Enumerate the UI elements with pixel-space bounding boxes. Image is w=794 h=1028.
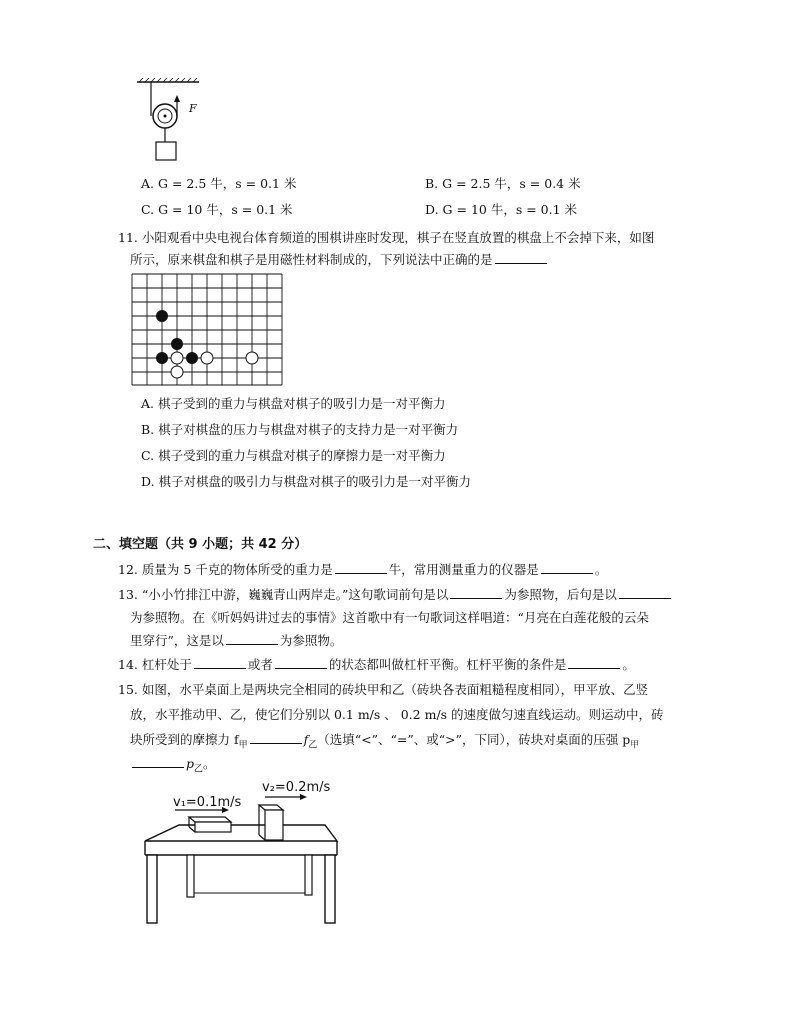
q11-line2: 所示，原来棋盘和棋子是用磁性材料制成的，下列说法中正确的是	[130, 250, 549, 268]
black-stone	[186, 352, 198, 364]
option-letter: D.	[425, 202, 439, 217]
q10-option-a[interactable]	[141, 174, 296, 192]
q13-line3: 里穿行”，这是以 为参照物。	[130, 633, 343, 648]
answer-blank[interactable]	[226, 632, 278, 645]
answer-blank[interactable]	[495, 251, 547, 264]
black-stone	[156, 310, 168, 322]
option-text: 棋子对棋盘的吸引力与棋盘对棋子的吸引力是一对平衡力	[158, 474, 472, 489]
black-stone	[171, 338, 183, 350]
option-text: 棋子受到的重力与棋盘对棋子的摩擦力是一对平衡力	[158, 448, 446, 463]
black-stone	[156, 352, 168, 364]
q11-line1: 11. 小阳观看中央电视台体育频道的围棋讲座时发现，棋子在竖直放置的棋盘上不会掉下来，如图	[118, 230, 655, 245]
question-number: 12.	[118, 562, 138, 577]
white-stone	[201, 352, 213, 364]
q15-line3: 块所受到的摩擦力 $f_甲$ $f_乙$（选填“<”、“=”、或“>”，下同），砖块对桌面的压强 $p_甲$	[130, 732, 640, 751]
q11-option-a[interactable]	[141, 394, 446, 412]
white-stone	[171, 366, 183, 378]
pulley-figure	[135, 78, 205, 168]
go-board-figure	[130, 272, 284, 388]
answer-blank[interactable]	[132, 755, 184, 768]
answer-blank[interactable]	[450, 586, 502, 599]
question-number: 13.	[118, 587, 138, 602]
q10-option-c[interactable]	[141, 200, 293, 218]
q11-option-b[interactable]	[141, 420, 458, 438]
option-letter: D.	[141, 474, 155, 489]
answer-blank[interactable]	[335, 561, 387, 574]
option-letter: B.	[141, 422, 155, 437]
option-letter: A.	[141, 396, 155, 411]
option-text: 棋子受到的重力与棋盘对棋子的吸引力是一对平衡力	[158, 396, 446, 411]
section-title: 二、填空题（共 9 小题；共 42 分）	[93, 537, 308, 552]
force-label: F	[189, 102, 197, 115]
white-stone	[246, 352, 258, 364]
answer-blank[interactable]	[541, 561, 593, 574]
q15-line2: 放，水平推动甲、乙，使它们分别以 0.1 m/s 、 0.2 m/s 的速度做匀速直线运动。则运动中，砖	[130, 707, 664, 722]
answer-blank[interactable]	[194, 656, 246, 669]
answer-blank[interactable]	[250, 731, 302, 744]
q10-option-b[interactable]	[425, 174, 581, 192]
option-text: G = 10 牛，s = 0.1 米	[442, 202, 578, 217]
answer-blank[interactable]	[568, 656, 620, 669]
q15-line1: 15. 如图，水平桌面上是两块完全相同的砖块甲和乙（砖块各表面粗糙程度相同），甲平放、乙竖	[118, 682, 649, 697]
q13-line2: 为参照物。在《听妈妈讲过去的事情》这首歌中有一句歌词这样唱道：“月亮在白莲花般的云朵	[130, 610, 649, 625]
white-stone	[171, 352, 183, 364]
option-text: G = 10 牛，s = 0.1 米	[158, 202, 293, 217]
q13-line1: 13. “小小竹排江中游，巍巍青山两岸走。”这句歌词前句是以 为参照物，后句是以	[118, 585, 673, 603]
question-number: 11.	[118, 230, 138, 245]
answer-blank[interactable]	[619, 586, 671, 599]
answer-blank[interactable]	[275, 656, 327, 669]
q12: 12. 质量为 5 千克的物体所受的重力是 牛，常用测量重力的仪器是 。	[118, 562, 608, 577]
v2-label: v₂=0.2m/s	[262, 780, 331, 795]
question-number: 14.	[118, 657, 138, 672]
option-text: G = 2.5 牛，s = 0.1 米	[158, 176, 297, 191]
option-text: G = 2.5 牛，s = 0.4 米	[442, 176, 581, 191]
question-number: 15.	[118, 682, 138, 697]
option-letter: B.	[425, 176, 439, 191]
option-letter: A.	[141, 176, 155, 191]
option-text: 棋子对棋盘的压力与棋盘对棋子的支持力是一对平衡力	[158, 422, 459, 437]
q11-option-d[interactable]	[141, 472, 471, 490]
q10-option-d[interactable]	[425, 200, 577, 218]
q11-option-c[interactable]	[141, 446, 446, 464]
q15-line4: $p_乙$。	[130, 754, 216, 775]
q14: 14. 杠杆处于 或者 的状态都叫做杠杆平衡。杠杆平衡的条件是 。	[118, 657, 635, 672]
option-letter: C.	[141, 202, 155, 217]
v1-label: v₁=0.1m/s	[173, 795, 242, 810]
option-letter: C.	[141, 448, 155, 463]
